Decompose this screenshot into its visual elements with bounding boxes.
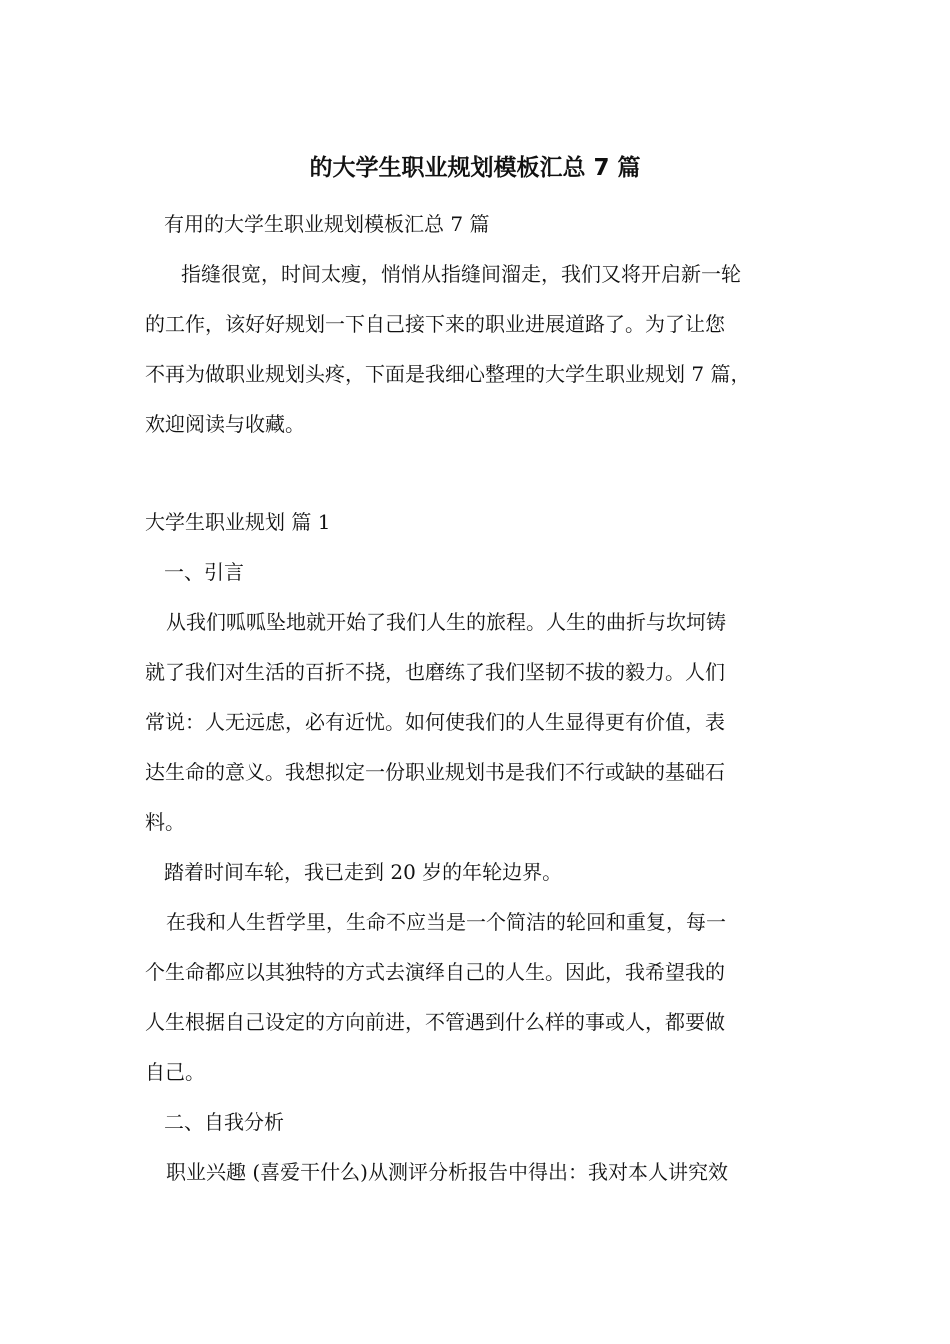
paragraph-line: 职业兴趣 (喜爱干什么)从测评分析报告中得出：我对本人讲究效	[166, 1160, 728, 1184]
paragraph-line: 达生命的意义。我想拟定一份职业规划书是我们不行或缺的基础石	[145, 760, 725, 784]
paragraph-line: 踏着时间车轮，我已走到 20 岁的年轮边界。	[164, 860, 563, 884]
paragraph-line: 人生根据自己设定的方向前进，不管遇到什么样的事或人，都要做	[145, 1010, 725, 1034]
section-heading: 大学生职业规划 篇 1	[145, 510, 331, 534]
paragraph-line: 个生命都应以其独特的方式去演绎自己的人生。因此，我希望我的	[145, 960, 725, 984]
paragraph-line: 自己。	[145, 1060, 205, 1084]
paragraph-line: 料。	[145, 810, 185, 834]
paragraph-line: 常说：人无远虑，必有近忧。如何使我们的人生显得更有价值，表	[145, 710, 725, 734]
intro-line-4: 欢迎阅读与收藏。	[145, 412, 305, 436]
subheading-intro: 一、引言	[164, 560, 244, 584]
intro-line-3: 不再为做职业规划头疼，下面是我细心整理的大学生职业规划 7 篇，	[145, 362, 751, 386]
subheading-self-analysis: 二、自我分析	[164, 1110, 284, 1134]
paragraph-line: 从我们呱呱坠地就开始了我们人生的旅程。人生的曲折与坎坷铸	[166, 610, 726, 634]
intro-line-1: 指缝很宽，时间太瘦，悄悄从指缝间溜走，我们又将开启新一轮	[181, 262, 741, 286]
paragraph-line: 就了我们对生活的百折不挠，也磨练了我们坚韧不拔的毅力。人们	[145, 660, 725, 684]
intro-line-2: 的工作，该好好规划一下自己接下来的职业进展道路了。为了让您	[145, 312, 725, 336]
paragraph-line: 在我和人生哲学里，生命不应当是一个简洁的轮回和重复，每一	[166, 910, 726, 934]
subtitle-line: 有用的大学生职业规划模板汇总 7 篇	[164, 212, 490, 236]
document-title: 的大学生职业规划模板汇总 7 篇	[309, 155, 641, 181]
